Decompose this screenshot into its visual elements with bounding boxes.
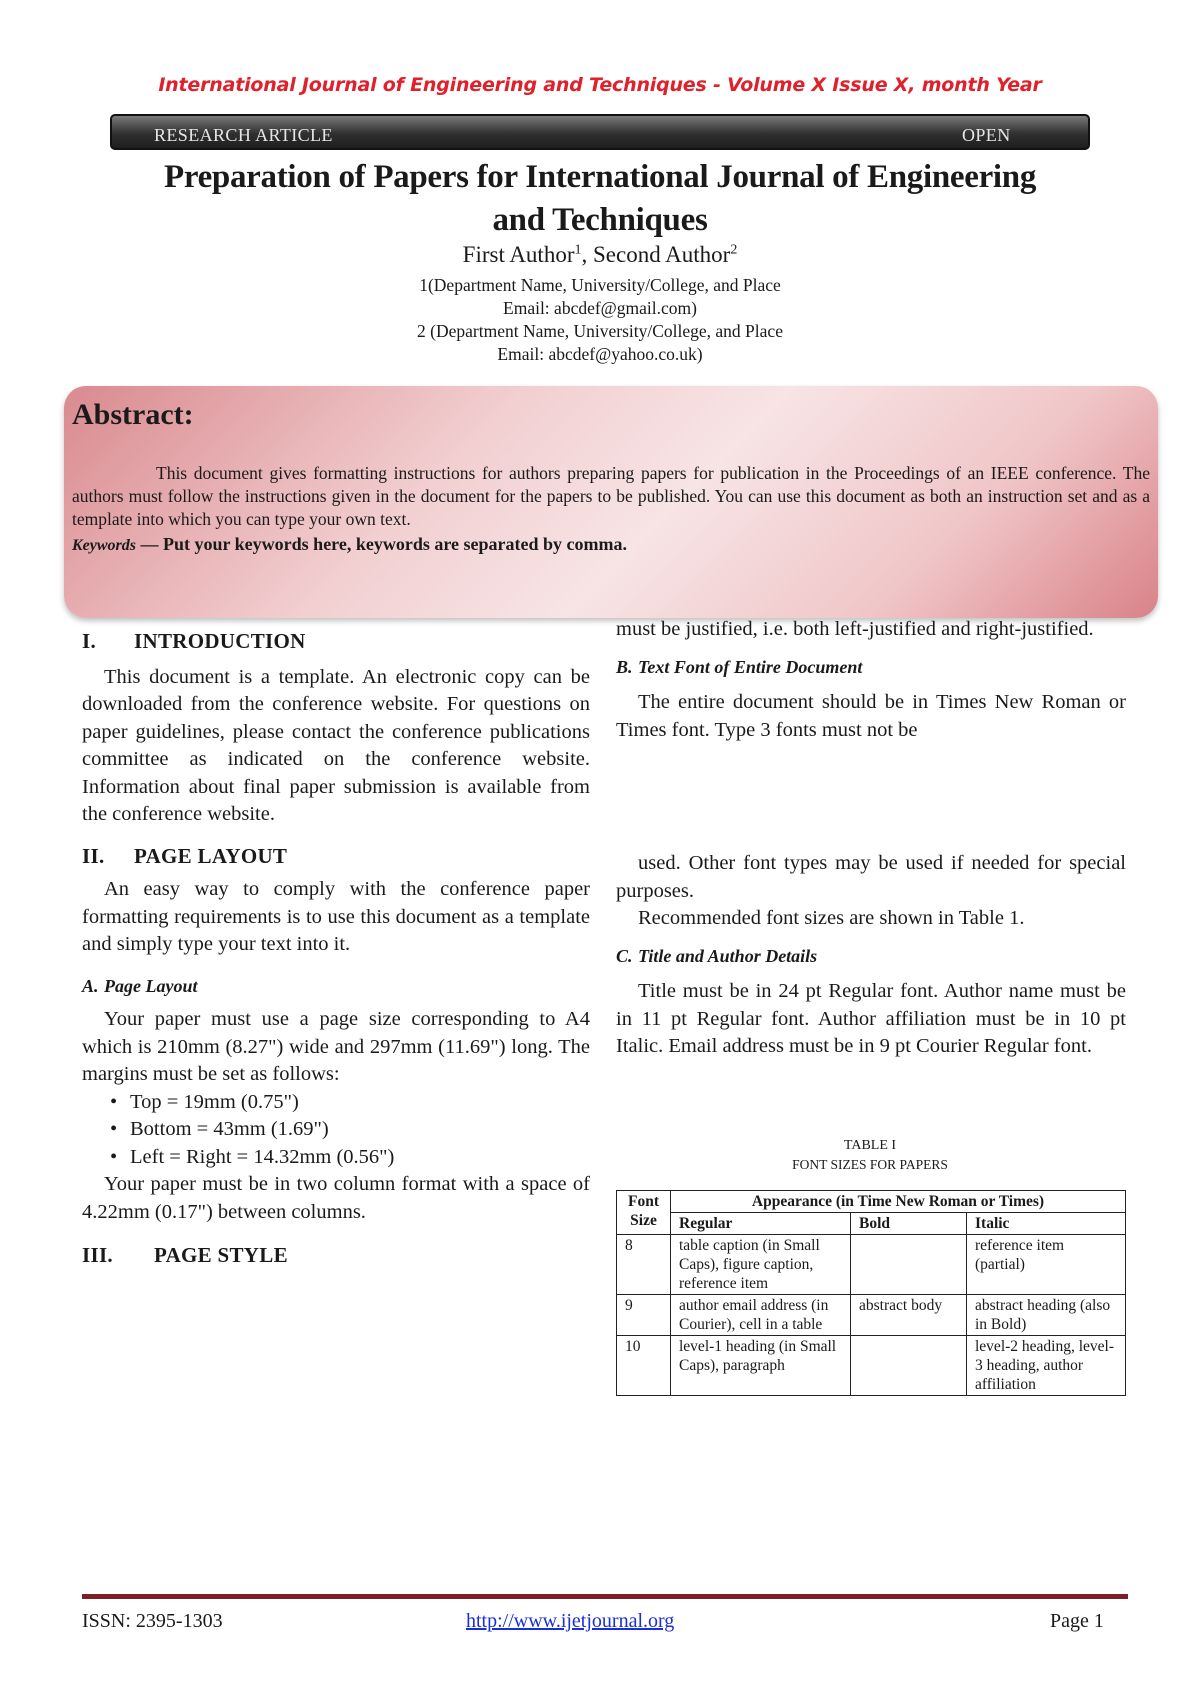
table-row [617,1235,1126,1295]
table-header-size: Size [630,1212,657,1229]
heading-subsection-b-num: B. [616,656,633,677]
heading-subsection-c [616,943,1126,971]
abstract-body [72,462,1150,531]
table-subheader-row [617,1213,1126,1235]
heading-subsection-b [616,654,1126,682]
author-list [0,242,1200,268]
left-column [82,628,590,1270]
subsection-b-paragraph-3 [616,905,1126,933]
table-cell: 9 [617,1295,671,1336]
page-layout-paragraph [82,876,590,959]
heading-page-layout-text: PAGE LAYOUT [134,843,288,868]
table-caption-title: FONT SIZES FOR PAPERS [792,1157,948,1172]
affiliation-1-email: Email: abcdef@gmail.com) [503,298,697,318]
table-cell: abstract body [851,1295,967,1336]
open-access-label: OPEN [962,125,1011,145]
footer-issn: ISSN: 2395-1303 [82,1610,223,1632]
article-type-label: RESEARCH ARTICLE [154,125,333,145]
footer-rule [82,1594,1128,1599]
author-1-sup: 1 [574,242,582,258]
title-line-1: Preparation of Papers for International Journal of Engineering [163,159,1037,195]
right-column-bottom [616,850,1126,1061]
table-row [617,1336,1126,1396]
table-header-row [617,1191,1126,1213]
page-layout-text: An easy way to comply with the conference paper formatting requirements is to use this document as a template and simply type your text into it. [82,878,590,955]
table-row [617,1295,1126,1336]
subsection-a-text-2: Your paper must be in two column format with a space of 4.22mm (0.17") between columns. [82,1173,590,1223]
abstract-heading: Abstract: [72,398,194,431]
journal-website-link[interactable]: http://www.ijetjournal.org [466,1610,675,1632]
paper-title [90,156,1110,242]
article-type-bar [110,114,1090,150]
table-cell: level-2 heading, level-3 heading, author affiliation [967,1336,1126,1396]
subsection-b-paragraph [616,689,1126,744]
subsection-a-paragraph-2 [82,1171,590,1226]
heading-page-layout [82,843,590,871]
title-line-2: and Techniques [492,202,708,238]
heading-introduction [82,628,590,656]
footer-link-wrapper [466,1610,674,1633]
heading-page-style-text: PAGE STYLE [154,1243,288,1267]
footer-page-number: Page 1 [1050,1610,1104,1632]
heading-page-style-num: III. [82,1243,113,1267]
heading-page-layout-num: II. [82,843,105,868]
list-item: • Top = 19mm (0.75") [82,1089,590,1117]
author-1: First Author [462,242,575,267]
introduction-paragraph [82,664,590,829]
list-item: • Left = Right = 14.32mm (0.56") [82,1144,590,1172]
subsection-c-paragraph [616,978,1126,1061]
font-sizes-table [616,1190,1126,1396]
journal-header: International Journal of Engineering and Techniques - Volume X Issue X, month Year [158,74,1042,96]
heading-subsection-c-text: Title and Author Details [638,945,818,966]
subsection-c-text: Title must be in 24 pt Regular font. Author name must be in 11 pt Regular font. Author affiliation must be in 10 pt Italic. Email address must be in 9 pt Courier Regular font. [616,980,1126,1057]
right-column-top [616,616,1126,744]
table-cell: 8 [617,1235,671,1295]
table-cell [851,1235,967,1295]
author-2-sup: 2 [730,242,738,258]
affiliation-2: 2 (Department Name, University/College, and Place [417,321,783,341]
keywords [72,534,627,555]
author-2: , Second Author [581,242,731,267]
table-header-regular: Regular [671,1213,851,1235]
heading-subsection-b-text: Text Font of Entire Document [638,656,863,677]
subsection-a-paragraph [82,1006,590,1089]
heading-introduction-text: INTRODUCTION [134,629,306,653]
abstract-box [64,386,1158,618]
affiliation-1: 1(Department Name, University/College, and Place [419,275,781,295]
affiliation-2-email: Email: abcdef@yahoo.co.uk) [497,344,703,364]
continued-paragraph: must be justified, i.e. both left-justified and right-justified. [616,618,1094,640]
table-cell [851,1336,967,1396]
heading-subsection-a-text: Page Layout [104,975,198,996]
table-caption-number: TABLE I [843,1138,897,1153]
table-cell: author email address (in Courier), cell in a table [671,1295,851,1336]
subsection-b-paragraph-2 [616,850,1126,905]
table-cell: abstract heading (also in Bold) [967,1295,1126,1336]
table-cell: table caption (in Small Caps), figure caption, reference item [671,1235,851,1295]
table-header-font-size [617,1191,671,1235]
table-cell: reference item (partial) [967,1235,1126,1295]
heading-subsection-a [82,973,590,1001]
list-item: • Bottom = 43mm (1.69") [82,1116,590,1144]
table-header-bold: Bold [851,1213,967,1235]
table-header-italic: Italic [967,1213,1126,1235]
margin-list [82,1089,590,1172]
subsection-b-text-3: Recommended font sizes are shown in Table 1. [638,907,1025,929]
abstract-text: This document gives formatting instructions for authors preparing papers for publication in the Proceedings of an IEEE conference. The authors must follow the instructions given in the document for the papers to be published. You can use this document as both an instruction set and as a template into which you can type your own text. [72,463,1150,529]
heading-subsection-a-num: A. [82,975,99,996]
table-header-appearance: Appearance (in Time New Roman or Times) [671,1191,1126,1213]
keywords-label: Keywords [72,537,136,554]
table-cell: 10 [617,1336,671,1396]
subsection-b-text-2: used. Other font types may be used if needed for special purposes. [616,852,1126,902]
introduction-text: This document is a template. An electronic copy can be downloaded from the conference website. For questions on paper guidelines, please contact the conference publications committee as indicated on the conference website. Information about final paper submission is available from the conference website. [82,665,590,825]
heading-introduction-num: I. [82,629,97,653]
heading-page-style [82,1242,590,1270]
heading-subsection-c-num: C. [616,945,633,966]
subsection-b-text: The entire document should be in Times New Roman or Times font. Type 3 fonts must not be [616,691,1126,741]
table-header-font: Font [628,1193,659,1210]
subsection-a-text: Your paper must use a page size corresponding to A4 which is 210mm (8.27") wide and 297mm (11.69") long. The margins must be set as follows: [82,1008,590,1085]
table-cell: level-1 heading (in Small Caps), paragraph [671,1336,851,1396]
keywords-text: — Put your keywords here, keywords are separated by comma. [136,534,627,554]
